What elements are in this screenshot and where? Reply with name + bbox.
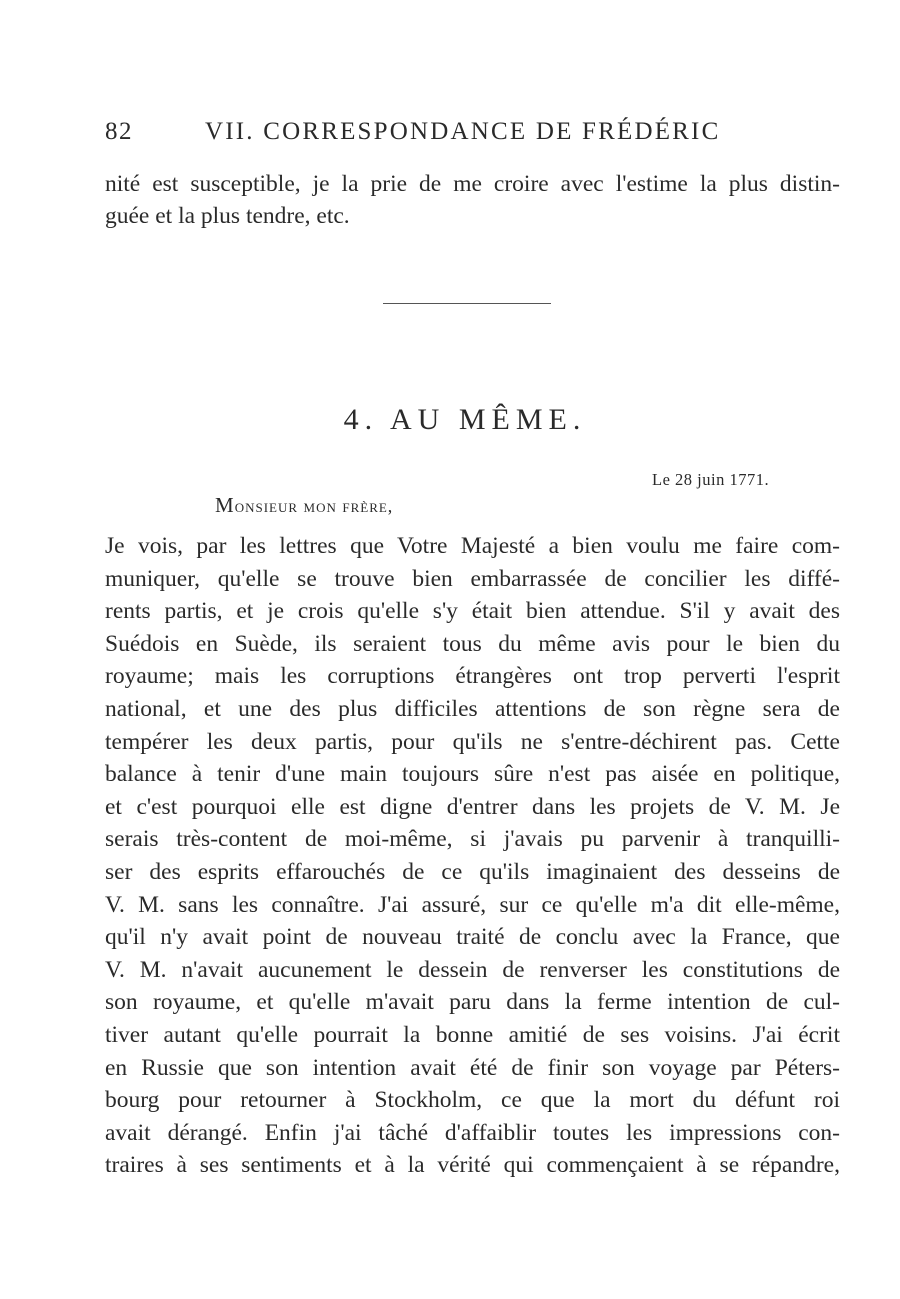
body-text-line: serais très-content de moi-même, si j'avais pu parvenir à tranquilli- [105,826,840,853]
body-text-line: muniquer, qu'elle se trouve bien embarrassée de concilier les diffé- [105,565,840,592]
preceding-text-line: guée et la plus tendre, etc. [105,203,350,229]
body-text-line: balance à tenir d'une main toujours sûre n'est pas aisée en politique, [105,761,840,788]
body-text-line: avait dérangé. Enfin j'ai tâché d'affaiblir toutes les impressions con- [105,1119,840,1146]
body-text-line: Suédois en Suède, ils seraient tous du même avis pour le bien du [105,630,840,657]
section-divider [383,303,551,304]
body-text-line: bourg pour retourner à Stockholm, ce que la mort du défunt roi [105,1087,840,1114]
body-text-line: royaume; mais les corruptions étrangères ont trop perverti l'esprit [105,663,840,690]
body-text-line: son royaume, et qu'elle m'avait paru dans la ferme intention de cul- [105,989,840,1016]
body-text-line: tiver autant qu'elle pourrait la bonne amitié de ses voisins. J'ai écrit [105,1022,840,1048]
body-text-line: en Russie que son intention avait été de finir son voyage par Péters- [105,1054,840,1081]
body-text-line: V. M. n'avait aucunement le dessein de renverser les constitutions de [105,956,840,983]
body-text-line: national, et une des plus difficiles attentions de son règne sera de [105,696,840,722]
body-text-line: traires à ses sentiments et à la vérité qui commençaient à se répandre, [105,1152,840,1179]
running-title: VII. CORRESPONDANCE DE FRÉDÉRIC [205,118,721,145]
body-text-line: tempérer les deux partis, pour qu'ils ne s'entre-déchirent pas. Cette [105,728,840,755]
body-text-line: V. M. sans les connaître. J'ai assuré, sur ce qu'elle m'a dit elle-même, [105,891,840,918]
letter-salutation: Monsieur mon frère, [215,493,394,517]
body-text-line: Je vois, par les lettres que Votre Majesté a bien voulu me faire com- [105,533,840,559]
running-head [105,118,845,154]
body-text-line: et c'est pourquoi elle est digne d'entrer dans les projets de V. M. Je [105,793,840,820]
body-text-line: ser des esprits effarouchés de ce qu'ils imaginaient des desseins de [105,859,840,885]
body-text-line: rents partis, et je crois qu'elle s'y était bien attendue. S'il y avait des [105,598,840,625]
section-heading: 4. AU MÊME. [343,403,587,436]
body-text-line: qu'il n'y avait point de nouveau traité de conclu avec la France, que [105,924,840,951]
preceding-text-line: nité est susceptible, je la prie de me croire avec l'estime la plus distin- [105,171,840,197]
page-number: 82 [105,118,133,145]
letter-dateline: Le 28 juin 1771. [652,470,770,489]
